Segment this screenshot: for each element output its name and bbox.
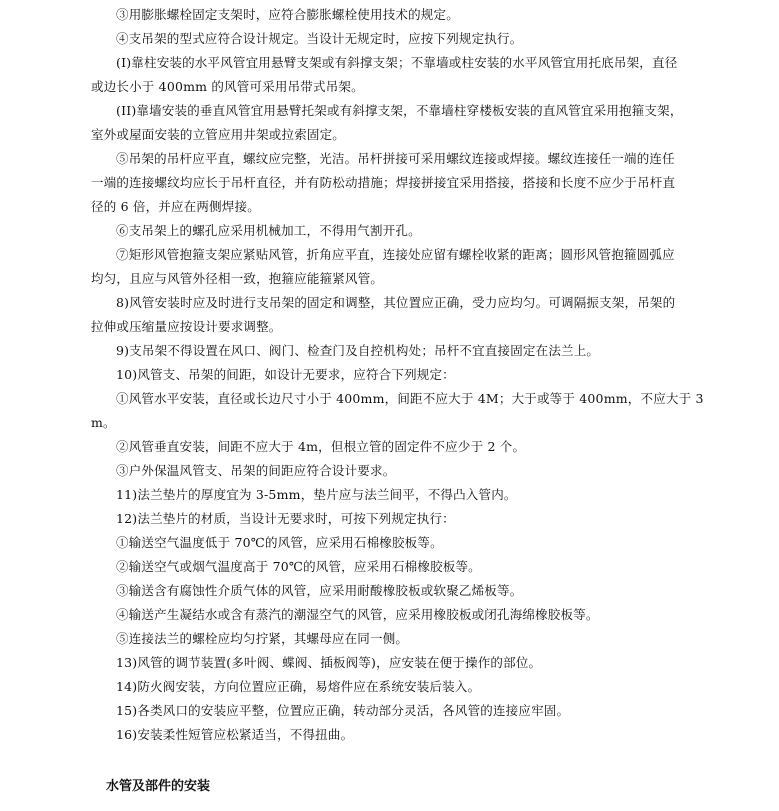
text-line: ⑤连接法兰的螺栓应均匀拧紧，其螺母应在同一侧。: [116, 631, 409, 646]
text-line: 8)风管安装时应及时进行支吊架的固定和调整，其位置应正确，受力应均匀。可调隔振支架，吊架的: [116, 295, 676, 310]
text-line: 室外或屋面安装的立管应用井架或拉索固定。: [91, 127, 346, 142]
text-line: 11)法兰垫片的厚度宜为 3-5mm，垫片应与法兰间平，不得凸入管内。: [116, 487, 517, 502]
text-line: ⑥支吊架上的螺孔应采用机械加工，不得用气割开孔。: [116, 223, 421, 238]
text-line: ④输送产生凝结水或含有蒸汽的潮湿空气的风管，应采用橡胶板或闭孔海绵橡胶板等。: [116, 607, 599, 622]
text-line: (I)靠柱安装的水平风管宜用悬臂支架或有斜撑支架；不靠墙或柱安装的水平风管宜用托底吊架，直径: [116, 55, 678, 70]
text-line: 10)风管支、吊架的间距，如设计无要求，应符合下列规定：: [116, 367, 455, 382]
text-line: 13)风管的调节装置(多叶阀、蝶阀、插板阀等)，应安装在便于操作的部位。: [116, 655, 542, 670]
text-line: ⑤吊架的吊杆应平直，螺纹应完整，光洁。吊杆拼接可采用螺纹连接或焊接。螺纹连接任一端的连任: [116, 151, 675, 166]
text-line: 或边长小于 400mm 的风管可采用吊带式吊架。: [91, 79, 364, 94]
text-line: ③用膨胀螺栓固定支架时，应符合膨胀螺栓使用技术的规定。: [116, 7, 459, 22]
text-line: ③户外保温风管支、吊架的间距应符合设计要求。: [116, 463, 396, 478]
text-line: 9)支吊架不得设置在风口、阀门、检查门及自控机构处；吊杆不宜直接固定在法兰上。: [116, 343, 600, 358]
text-line: 12)法兰垫片的材质，当设计无要求时，可按下列规定执行：: [116, 511, 455, 526]
text-line: 均匀，且应与风管外径相一致，抱箍应能箍紧风管。: [91, 271, 384, 286]
text-line: m。: [91, 415, 116, 430]
text-line: ③输送含有腐蚀性介质气体的风管，应采用耐酸橡胶板或软聚乙烯板等。: [116, 583, 523, 598]
text-line: 16)安装柔性短管应松紧适当，不得扭曲。: [116, 727, 354, 742]
text-line: ①风管水平安装，直径或长边尺寸小于 400mm，间距不应大于 4M；大于或等于 400mm，不应大于 3: [116, 391, 704, 406]
text-line: ②风管垂直安装，间距不应大于 4m，但根立管的固定件不应少于 2 个。: [116, 439, 526, 454]
section-heading: 水管及部件的安装: [106, 779, 211, 794]
text-line: 15)各类风口的安装应平整，位置应正确，转动部分灵活，各风管的连接应牢固。: [116, 703, 570, 718]
text-line: 拉伸或压缩量应按设计要求调整。: [91, 319, 282, 334]
text-line: ②输送空气或烟气温度高于 70℃的风管，应采用石棉橡胶板等。: [116, 559, 481, 574]
text-line: ⑦矩形风管抱箍支架应紧贴风管，折角应平直，连接处应留有螺栓收紧的距离；圆形风管抱箍圆弧应: [116, 247, 675, 262]
text-line: 14)防火阀安装，方向位置应正确，易熔件应在系统安装后装入。: [116, 679, 481, 694]
text-line: 径的 6 倍，并应在两侧焊接。: [91, 199, 260, 214]
text-line: ①输送空气温度低于 70℃的风管，应采用石棉橡胶板等。: [116, 535, 443, 550]
text-line: 一端的连接螺纹均应长于吊杆直径，并有防松动措施；焊接拼接宜采用搭接，搭接和长度不应少于吊杆直: [91, 175, 676, 190]
text-line: ④支吊架的型式应符合设计规定。当设计无规定时，应按下列规定执行。: [116, 31, 523, 46]
text-line: (II)靠墙安装的垂直风管宜用悬臂托架或有斜撑支架，不靠墙柱穿楼板安装的直风管宜采用抱箍支架，: [116, 103, 683, 118]
